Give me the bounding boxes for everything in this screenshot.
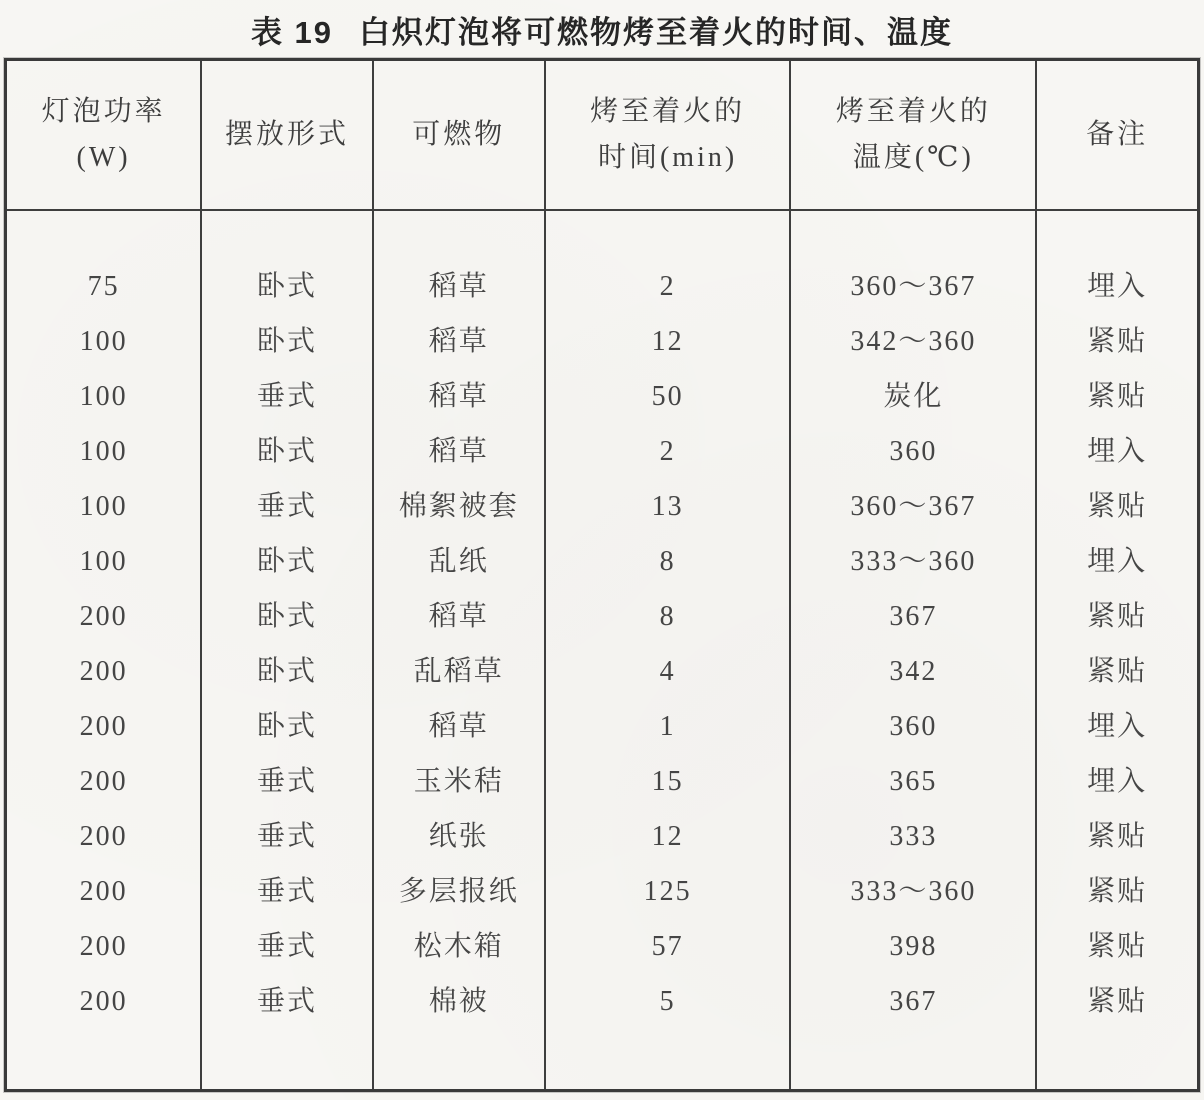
cell-power: 200	[6, 589, 202, 644]
cell-time: 2	[545, 424, 791, 479]
cell-power: 100	[6, 314, 202, 369]
cell-remark: 紧贴	[1036, 974, 1198, 1029]
cell-power: 200	[6, 754, 202, 809]
cell-temperature	[790, 210, 1036, 259]
cell-temperature: 342	[790, 644, 1036, 699]
table-row	[6, 974, 1199, 1029]
cell-time	[545, 1029, 791, 1091]
cell-remark	[1036, 210, 1198, 259]
cell-remark: 紧贴	[1036, 479, 1198, 534]
cell-temperature: 360～367	[790, 479, 1036, 534]
column-header-temperature: 烤至着火的 温度(℃)	[790, 60, 1036, 211]
cell-placement: 卧式	[201, 259, 373, 314]
cell-combustible: 棉絮被套	[373, 479, 545, 534]
table-row	[6, 424, 1199, 479]
cell-temperature: 333	[790, 809, 1036, 864]
cell-combustible: 乱稻草	[373, 644, 545, 699]
table-body	[6, 210, 1199, 1091]
cell-combustible: 乱纸	[373, 534, 545, 589]
cell-power: 200	[6, 974, 202, 1029]
column-header-placement: 摆放形式	[201, 60, 373, 211]
table-row	[6, 699, 1199, 754]
table-title	[0, 0, 1204, 58]
cell-time: 13	[545, 479, 791, 534]
cell-combustible: 松木箱	[373, 919, 545, 974]
cell-time: 12	[545, 314, 791, 369]
cell-temperature: 炭化	[790, 369, 1036, 424]
cell-combustible	[373, 1029, 545, 1091]
cell-time: 4	[545, 644, 791, 699]
cell-temperature: 365	[790, 754, 1036, 809]
cell-combustible: 棉被	[373, 974, 545, 1029]
cell-power	[6, 1029, 202, 1091]
cell-combustible	[373, 210, 545, 259]
cell-remark: 紧贴	[1036, 864, 1198, 919]
cell-combustible: 稻草	[373, 424, 545, 479]
cell-power: 100	[6, 534, 202, 589]
cell-placement: 卧式	[201, 314, 373, 369]
cell-remark: 紧贴	[1036, 589, 1198, 644]
cell-time: 8	[545, 534, 791, 589]
cell-placement	[201, 210, 373, 259]
column-header-remark: 备注	[1036, 60, 1198, 211]
cell-placement: 垂式	[201, 369, 373, 424]
cell-placement: 垂式	[201, 809, 373, 864]
cell-remark: 埋入	[1036, 699, 1198, 754]
table-number: 表 19	[250, 14, 334, 50]
column-header-power: 灯泡功率 (W)	[6, 60, 202, 211]
cell-power: 100	[6, 479, 202, 534]
table-row	[6, 479, 1199, 534]
cell-combustible: 多层报纸	[373, 864, 545, 919]
table-row	[6, 259, 1199, 314]
table-row	[6, 809, 1199, 864]
cell-placement: 卧式	[201, 534, 373, 589]
cell-power	[6, 210, 202, 259]
cell-power: 100	[6, 424, 202, 479]
cell-placement: 卧式	[201, 644, 373, 699]
table-row	[6, 754, 1199, 809]
cell-placement: 垂式	[201, 919, 373, 974]
cell-placement	[201, 1029, 373, 1091]
cell-temperature	[790, 1029, 1036, 1091]
cell-temperature: 398	[790, 919, 1036, 974]
cell-temperature: 367	[790, 589, 1036, 644]
cell-power: 200	[6, 864, 202, 919]
cell-combustible: 纸张	[373, 809, 545, 864]
cell-time: 125	[545, 864, 791, 919]
cell-power: 100	[6, 369, 202, 424]
cell-time: 50	[545, 369, 791, 424]
spacer-row	[6, 210, 1199, 259]
cell-temperature: 360～367	[790, 259, 1036, 314]
cell-remark: 埋入	[1036, 424, 1198, 479]
cell-temperature: 360	[790, 424, 1036, 479]
cell-remark: 埋入	[1036, 754, 1198, 809]
cell-temperature: 360	[790, 699, 1036, 754]
cell-remark: 紧贴	[1036, 314, 1198, 369]
cell-placement: 垂式	[201, 754, 373, 809]
cell-placement: 垂式	[201, 864, 373, 919]
header-row	[6, 60, 1199, 211]
cell-temperature: 333～360	[790, 864, 1036, 919]
cell-placement: 垂式	[201, 974, 373, 1029]
column-header-time: 烤至着火的 时间(min)	[545, 60, 791, 211]
table-row	[6, 919, 1199, 974]
cell-remark: 紧贴	[1036, 369, 1198, 424]
cell-combustible: 稻草	[373, 589, 545, 644]
cell-power: 200	[6, 699, 202, 754]
cell-time: 5	[545, 974, 791, 1029]
cell-time	[545, 210, 791, 259]
cell-power: 75	[6, 259, 202, 314]
table-row	[6, 644, 1199, 699]
table-row	[6, 534, 1199, 589]
cell-combustible: 稻草	[373, 314, 545, 369]
cell-power: 200	[6, 919, 202, 974]
cell-temperature: 367	[790, 974, 1036, 1029]
cell-time: 57	[545, 919, 791, 974]
table-caption: 白炽灯泡将可燃物烤至着火的时间、温度	[359, 14, 954, 50]
cell-time: 2	[545, 259, 791, 314]
cell-placement: 卧式	[201, 424, 373, 479]
column-header-combustible: 可燃物	[373, 60, 545, 211]
cell-placement: 垂式	[201, 479, 373, 534]
cell-remark: 紧贴	[1036, 809, 1198, 864]
cell-placement: 卧式	[201, 699, 373, 754]
cell-combustible: 玉米秸	[373, 754, 545, 809]
table-row	[6, 864, 1199, 919]
cell-remark: 紧贴	[1036, 919, 1198, 974]
cell-power: 200	[6, 644, 202, 699]
table-row	[6, 589, 1199, 644]
cell-remark: 紧贴	[1036, 644, 1198, 699]
cell-combustible: 稻草	[373, 369, 545, 424]
cell-power: 200	[6, 809, 202, 864]
cell-time: 1	[545, 699, 791, 754]
cell-time: 15	[545, 754, 791, 809]
data-table	[4, 58, 1200, 1092]
cell-temperature: 333～360	[790, 534, 1036, 589]
cell-time: 12	[545, 809, 791, 864]
spacer-row	[6, 1029, 1199, 1091]
table-row	[6, 314, 1199, 369]
cell-combustible: 稻草	[373, 699, 545, 754]
cell-combustible: 稻草	[373, 259, 545, 314]
cell-temperature: 342～360	[790, 314, 1036, 369]
cell-placement: 卧式	[201, 589, 373, 644]
cell-time: 8	[545, 589, 791, 644]
cell-remark: 埋入	[1036, 534, 1198, 589]
table-row	[6, 369, 1199, 424]
cell-remark	[1036, 1029, 1198, 1091]
cell-remark: 埋入	[1036, 259, 1198, 314]
